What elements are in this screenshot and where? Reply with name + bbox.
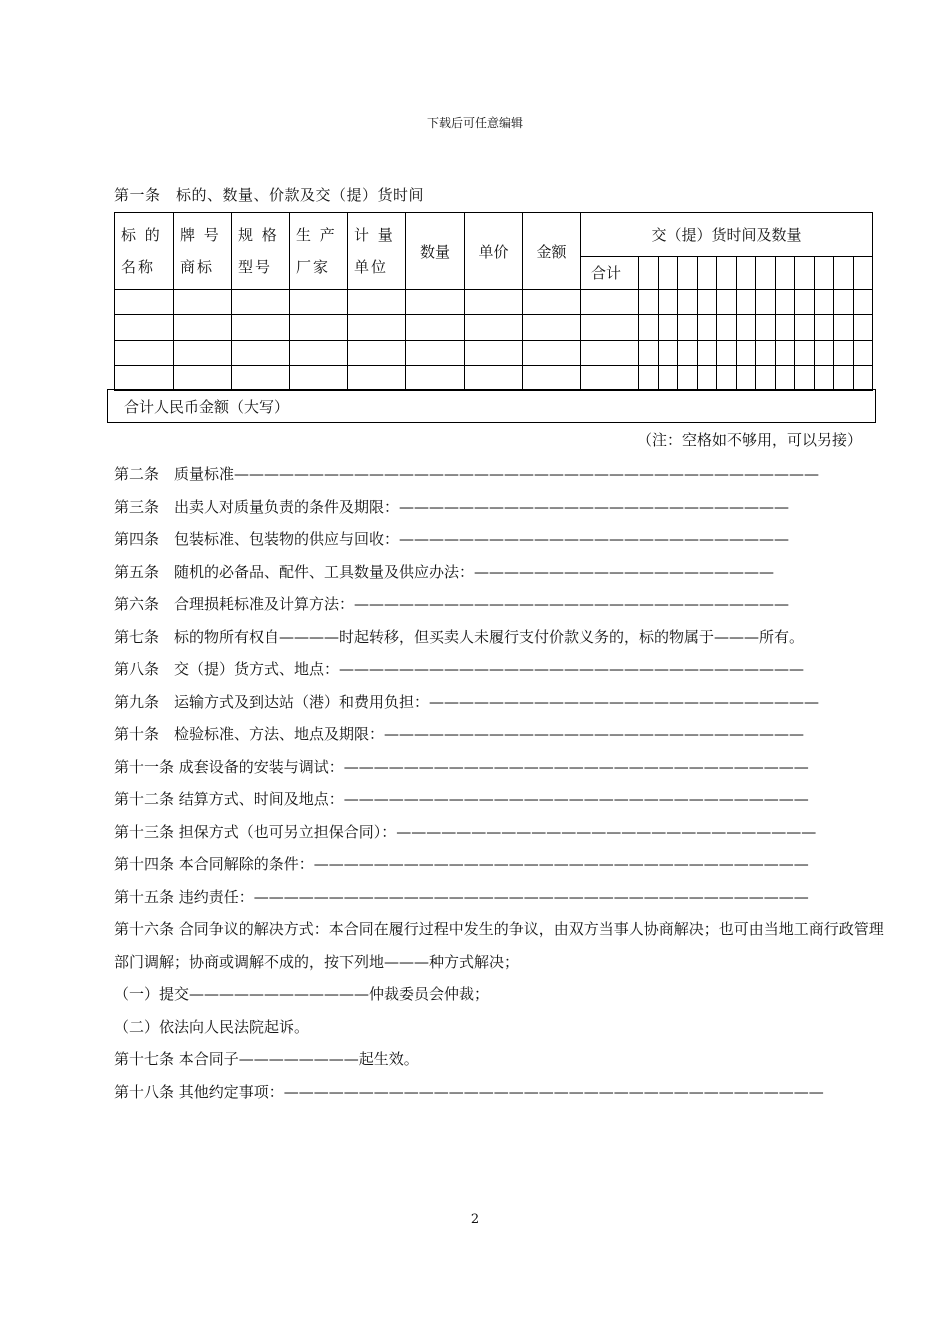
- option-court: （二）依法向人民法院起诉。: [114, 1017, 310, 1036]
- delivery-cell: [834, 256, 854, 289]
- clause-12: 第十二条 结算方式、时间及地点：———————————————————————————————: [114, 790, 809, 808]
- header-manufacturer: 生 产 厂家: [290, 213, 348, 290]
- delivery-cell: [776, 256, 795, 289]
- table-row: [115, 290, 873, 315]
- delivery-cell: [678, 256, 698, 289]
- delivery-cell: [698, 256, 717, 289]
- table-row: [115, 315, 873, 341]
- clause-6: 第六条 合理损耗标准及计算方法：—————————————————————————————: [114, 595, 790, 613]
- header-note: 下载后可任意编辑: [426, 116, 523, 130]
- clause-4: 第四条 包装标准、包装物的供应与回收：——————————————————————————: [114, 530, 790, 548]
- delivery-cell: [717, 256, 737, 289]
- page-number: 2: [470, 1212, 480, 1227]
- clause-14: 第十四条 本合同解除的条件：—————————————————————————————————: [114, 855, 809, 873]
- goods-table-wrapper: [114, 212, 873, 391]
- header-brand: 牌 号 商标: [174, 213, 232, 290]
- clause-18: 第十八条 其他约定事项：————————————————————————————————————: [114, 1082, 824, 1101]
- delivery-cell: [815, 256, 834, 289]
- clause-9: 第九条 运输方式及到达站（港）和费用负担：——————————————————————————: [114, 692, 820, 711]
- delivery-cell: [854, 256, 873, 289]
- table-row: [115, 366, 873, 391]
- clause-13: 第十三条 担保方式（也可另立担保合同）：————————————————————————————: [114, 822, 817, 841]
- header-item-name: 标 的 名称: [115, 213, 174, 290]
- table-row: [115, 341, 873, 366]
- total-rmb-box: [107, 389, 876, 423]
- delivery-cell: [795, 256, 815, 289]
- goods-table: [114, 212, 873, 391]
- clause-7: 第七条 标的物所有权自————时起转移，但买卖人未履行支付价款义务的，标的物属于———所有。: [114, 627, 805, 646]
- header-unit: 计 量 单位: [348, 213, 406, 290]
- header-unit-price: 单价: [465, 213, 523, 290]
- section-1-title: 第一条 标的、数量、价款及交（提）货时间: [114, 186, 425, 204]
- delivery-cell: [756, 256, 776, 289]
- clause-16: 第十六条 合同争议的解决方式：本合同在履行过程中发生的争议，由双方当事人协商解决；也可由当地工商行政管理部门调解；协商或调解不成的，按下列地———种方式解决；: [114, 920, 884, 971]
- header-quantity: 数量: [406, 213, 465, 290]
- table-note: （注：空格如不够用，可以另接）: [636, 431, 862, 449]
- clause-3: 第三条 出卖人对质量负责的条件及期限：——————————————————————————: [114, 497, 790, 516]
- total-rmb-label: 合计人民币金额（大写）: [124, 398, 290, 416]
- delivery-cell: [737, 256, 756, 289]
- clause-17: 第十七条 本合同子————————起生效。: [114, 1050, 419, 1068]
- header-delivery-group: 交（提）货时间及数量: [581, 213, 873, 257]
- clause-5: 第五条 随机的必备品、配件、工具数量及供应办法：————————————————————: [114, 562, 775, 581]
- clause-11: 第十一条 成套设备的安装与调试：———————————————————————————————: [114, 757, 809, 776]
- clause-2: 第二条 质量标准———————————————————————————————————————: [114, 465, 820, 483]
- clauses: [114, 458, 884, 1108]
- header-subtotal: 合计: [581, 256, 639, 289]
- clause-15: 第十五条 违约责任：—————————————————————————————————————: [114, 887, 809, 906]
- delivery-cell: [659, 256, 678, 289]
- clause-10: 第十条 检验标准、方法、地点及期限：————————————————————————————: [114, 725, 805, 743]
- delivery-cell: [639, 256, 659, 289]
- header-spec: 规 格 型号: [232, 213, 290, 290]
- clause-8: 第八条 交（提）货方式、地点：———————————————————————————————: [114, 660, 805, 678]
- header-amount: 金额: [523, 213, 581, 290]
- option-arbitration: （一）提交————————————仲裁委员会仲裁；: [114, 985, 490, 1003]
